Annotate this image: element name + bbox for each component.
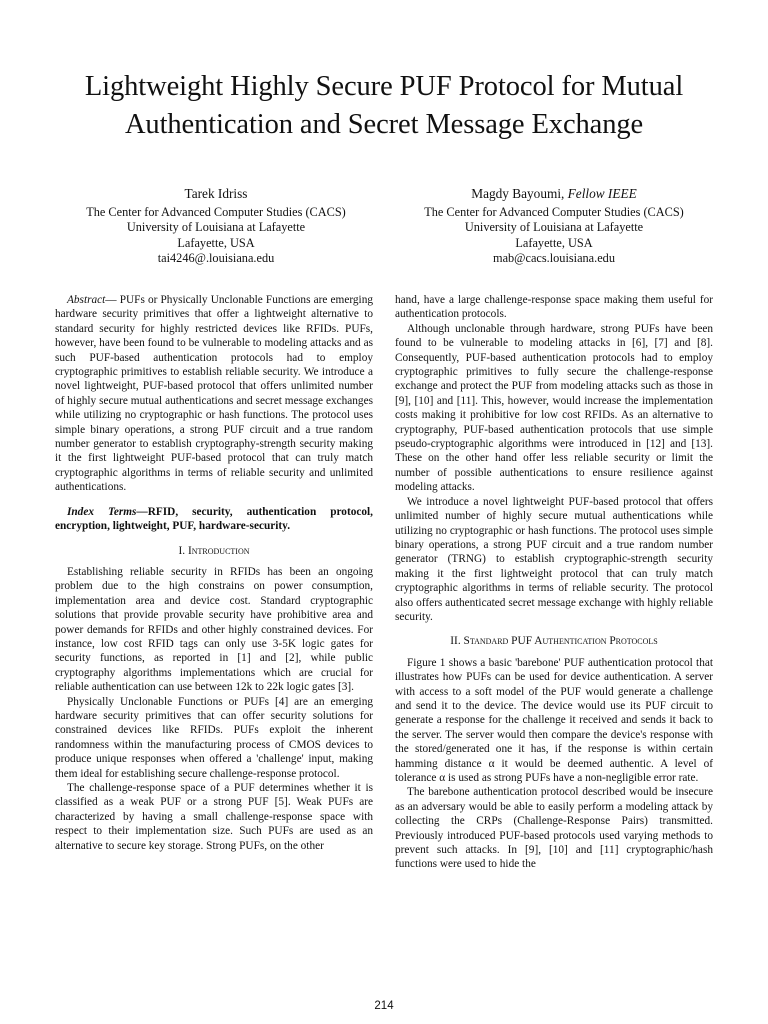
paragraph: The challenge-response space of a PUF determines whether it is classified as a weak PUF or a strong PUF [5]. Weak PUFs are characterized by having a small challenge-response space with respect to their implementation size. Such PUFs are used as an alternative to secure key storage. Strong PUFs, on the other — [55, 782, 373, 852]
author-name-text: Magdy Bayoumi, — [471, 186, 565, 201]
paragraph: Establishing reliable security in RFIDs has been an ongoing problem due to the high constrains on power consumption, implementation area and device cost. Standard cryptographic solutions that provide provable security have prohibitive area and power demands for RFIDs and other highly constrained devices. For instance, low cost RFID tags can only use 3-5K logic gates for security functions, as reported in [1] and [2], while public cryptography algorithms implementations which are crucial for reliable authentication can use between 12k to 22k logic gates [3]. — [55, 565, 373, 694]
section-heading-introduction: I. Introduction — [178, 544, 250, 557]
abstract — [55, 293, 373, 495]
title-line-2: Authentication and Secret Message Exchange — [124, 109, 644, 140]
index-terms-text: —RFID, security, authentication protocol, encryption, lightweight, PUF, hardware-security. — [55, 505, 373, 533]
right-column — [395, 293, 713, 872]
index-terms-label: Index Terms — [67, 505, 137, 518]
author-name: Tarek Idriss — [184, 186, 248, 201]
author-affiliation: The Center for Advanced Computer Studies (CACS) — [86, 204, 346, 219]
author-block-2 — [384, 186, 724, 267]
abstract-text: — PUFs or Physically Unclonable Functions are emerging hardware security primitives that offer a lightweight alternative to standard security for highly restricted devices like RFIDs. PUFs, however, have been found to be vulnerable to modeling attacks and as such PUF-based authentication protocols had to employ cryptographic primitives to establish reliable security. We introduce a novel lightweight, PUF-based protocol that offers unlimited number of highly secure mutual authentications and secret message exchanges while utilizing no cryptographic or hash functions. The protocol uses simple binary operations, a strong PUF circuit and a true random number generator to establish cryptography-strength security making it the first lightweight PUF-based protocol that can truly match cryptographic algorithms in terms of reliable security and unlimited authentications. — [55, 294, 373, 494]
paragraph: The barebone authentication protocol described would be insecure as an adversary would be able to easily perform a modeling attack by collecting the CRPs (Challenge-Response Pairs) transmitted. Previously introduced PUF-based protocols used varying methods to prevent such attacks. In [9], [10] and [11] cryptographic/hash functions were used to hide the — [395, 786, 713, 871]
author-location: Lafayette, USA — [177, 235, 255, 250]
left-column — [55, 293, 373, 853]
paragraph: We introduce a novel lightweight PUF-based protocol that offers unlimited number of highly secure mutual authentications while utilizing no cryptographic or hash functions. The protocol uses simple binary operations, a strong PUF circuit and a true random number generator (TRNG) to establish cryptographic-strength security making it the first lightweight protocol that can truly match cryptographic algorithms in terms of reliable security. The protocol also offers authenticated secret message exchange with highly reliable security. — [395, 495, 713, 623]
author-affiliation: The Center for Advanced Computer Studies (CACS) — [424, 204, 684, 219]
author-honor: Fellow IEEE — [567, 186, 637, 201]
author-block-1 — [46, 186, 386, 267]
section-heading-standard-puf: II. Standard PUF Authentication Protocols — [450, 635, 658, 648]
title-line-1: Lightweight Highly Secure PUF Protocol for Mutual — [84, 71, 684, 102]
author-name — [384, 186, 724, 202]
paragraph: Physically Unclonable Functions or PUFs [4] are an emerging hardware security primitives that can offer security solutions for constrained devices like RFIDs. PUFs exploit the inherent randomness within the manufacturing process of CMOS devices to produce unique responses when offered a 'challenge' input, making them ideal for establishing secure challenge-response protocol. — [55, 695, 373, 780]
author-email: tai4246@.louisiana.edu — [157, 251, 275, 266]
paragraph: Figure 1 shows a basic 'barebone' PUF authentication protocol that illustrates how PUFs can be used for device authentication. A server with access to a soft model of the PUF would generate a challenge and send it to the device. The device would use its PUF circuit to generate a response for the challenge it received and sends it back to the server. The server would then compare the device's response with the stored/generated one it has, if the response is within certain hamming distance α it would be deemed authentic. A level of tolerance α is used as strong PUFs have a non-negligible error rate. — [395, 656, 713, 784]
paper-title — [40, 68, 728, 144]
author-location: Lafayette, USA — [515, 235, 593, 250]
author-university: University of Louisiana at Lafayette — [126, 220, 306, 235]
author-university: University of Louisiana at Lafayette — [464, 220, 644, 235]
page-number: 214 — [374, 1000, 394, 1012]
abstract-label: Abstract — [67, 294, 106, 306]
paragraph: Although unclonable through hardware, strong PUFs have been found to be vulnerable to modeling attacks in [6], [7] and [8]. Consequently, PUF-based authentication protocols had to employ cryptographic primitives to fully secure the challenge-response exchange and protect the PUF from modeling attacks such as those in [9], [10] and [11]. This, however, would increase the implementation costs making it prohibitive for low cost RFIDs. As an alternative to cryptography, PUF-based authentication protocols that use simple pseudo-cryptographic algorithms were introduced in [12] and [13]. These on the other hand offer less reliable security or limit the number of possible authentications to ensure resilience against modeling attacks. — [395, 322, 713, 494]
author-email: mab@cacs.louisiana.edu — [493, 251, 615, 266]
index-terms — [55, 505, 373, 534]
paragraph: hand, have a large challenge-response space making them useful for authentication protocols. — [395, 294, 713, 321]
